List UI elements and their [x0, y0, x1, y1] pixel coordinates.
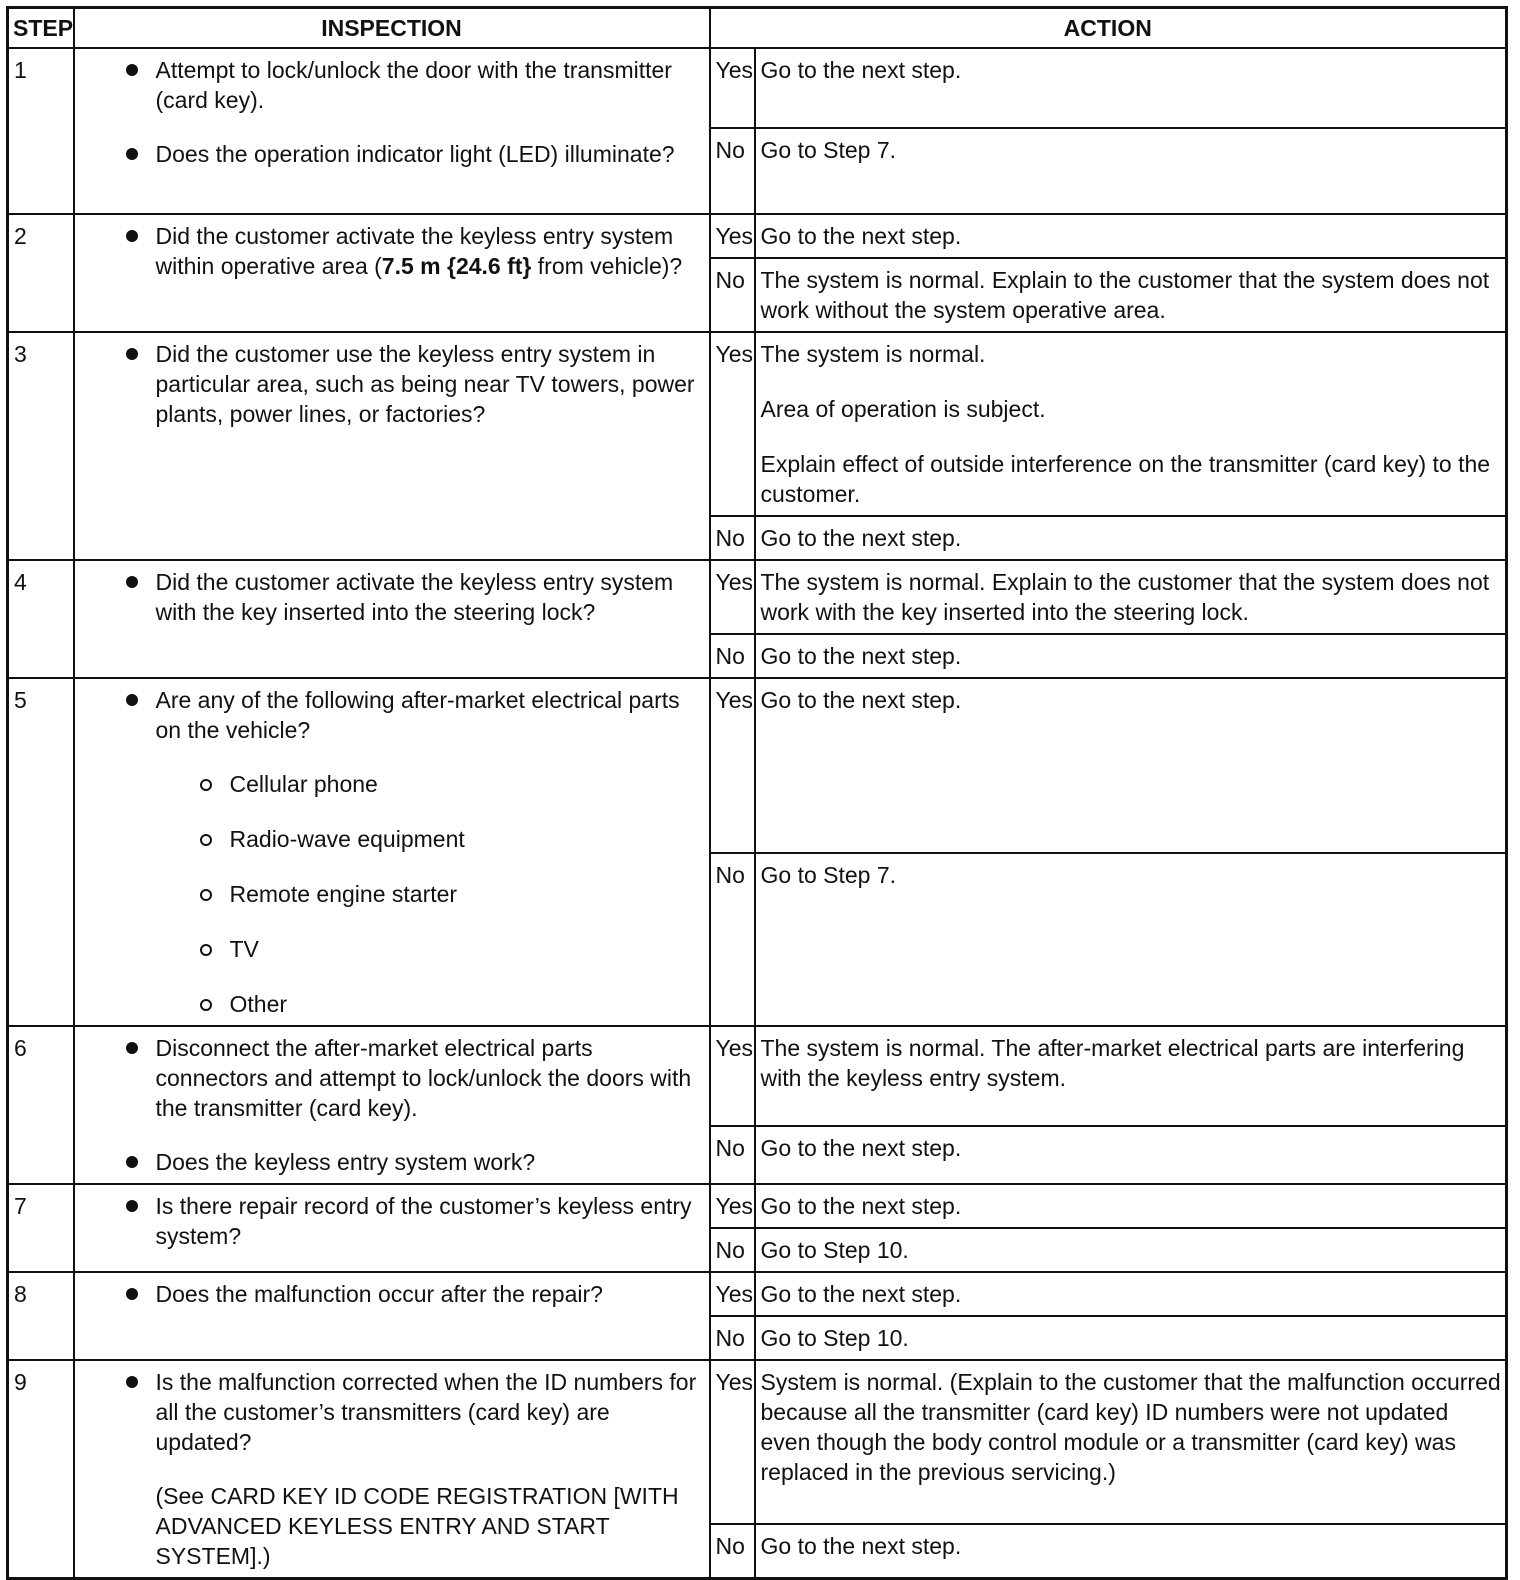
action-text: Area of operation is subject. [760, 396, 1046, 422]
step-row-9 [8, 1360, 1507, 1524]
step-number: 8 [8, 1272, 74, 1360]
step-row-6 [8, 1026, 1507, 1126]
inspection-text: Are any of the following after-market electrical parts on the vehicle? [155, 687, 680, 743]
action-text: Go to the next step. [760, 1193, 962, 1219]
step-number: 2 [8, 214, 74, 332]
inspection-item: Did the customer activate the keyless entry system with the key inserted into the steering lock? [126, 567, 705, 627]
header-inspection: INSPECTION [74, 8, 710, 49]
sub-item: Other [200, 989, 705, 1019]
action-no [755, 853, 1507, 1026]
step-row-7 [8, 1184, 1507, 1228]
action-text: The system is normal. [760, 341, 986, 367]
inspection-item [126, 221, 705, 281]
operative-range: 7.5 m {24.6 ft} [381, 253, 532, 279]
action-text: The system is normal. Explain to the customer that the system does not work with the key inserted into the steering lock. [760, 569, 1490, 625]
action-yes [755, 48, 1507, 128]
action-text: Go to the next step. [760, 57, 962, 83]
yes-label: Yes [710, 560, 755, 634]
inspection-text: from vehicle)? [531, 253, 683, 279]
header-row [8, 8, 1507, 49]
inspection-item [126, 1367, 705, 1571]
action-no [755, 128, 1507, 214]
inspection-item [126, 685, 705, 1019]
action-no [755, 1524, 1507, 1579]
inspection-item: Does the keyless entry system work? [126, 1147, 705, 1177]
inspection-item: Does the operation indicator light (LED) illuminate? [126, 139, 705, 169]
action-text: The system is normal. Explain to the customer that the system does not work without the system operative area. [760, 267, 1490, 323]
inspection-item: Does the malfunction occur after the repair? [126, 1279, 705, 1309]
action-text: Go to the next step. [760, 1533, 962, 1559]
step-row-4 [8, 560, 1507, 634]
inspection-cell [74, 678, 710, 1026]
inspection-cell [74, 214, 710, 332]
inspection-cell [74, 332, 710, 560]
action-text: Go to the next step. [760, 687, 962, 713]
action-text: Go to the next step. [760, 223, 962, 249]
yes-label: Yes [710, 332, 755, 516]
action-yes [755, 1272, 1507, 1316]
no-label: No [710, 128, 755, 214]
action-no [755, 634, 1507, 678]
header-step: STEP [8, 8, 74, 49]
inspection-cell [74, 48, 710, 214]
action-no [755, 258, 1507, 332]
sub-item-list [156, 769, 705, 1019]
action-text: Go to the next step. [760, 643, 962, 669]
action-text: Go to Step 10. [760, 1237, 909, 1263]
step-row-3 [8, 332, 1507, 516]
step-number: 3 [8, 332, 74, 560]
no-label: No [710, 853, 755, 1026]
inspection-cell [74, 1272, 710, 1360]
no-label: No [710, 1126, 755, 1184]
step-number: 6 [8, 1026, 74, 1184]
no-label: No [710, 634, 755, 678]
no-label: No [710, 1316, 755, 1360]
yes-label: Yes [710, 48, 755, 128]
action-yes [755, 560, 1507, 634]
yes-label: Yes [710, 214, 755, 258]
action-no [755, 1228, 1507, 1272]
step-number: 9 [8, 1360, 74, 1579]
step-number: 5 [8, 678, 74, 1026]
yes-label: Yes [710, 1360, 755, 1524]
sub-item: Remote engine starter [200, 879, 705, 909]
step-number: 1 [8, 48, 74, 214]
inspection-cell [74, 560, 710, 678]
action-text: Explain effect of outside interference on the transmitter (card key) to the customer. [760, 451, 1491, 507]
action-no [755, 1316, 1507, 1360]
inspection-cell [74, 1026, 710, 1184]
action-yes [755, 678, 1507, 853]
sub-item: TV [200, 934, 705, 964]
action-no [755, 516, 1507, 560]
step-row-1 [8, 48, 1507, 128]
header-action: ACTION [710, 8, 1507, 49]
yes-label: Yes [710, 1184, 755, 1228]
step-number: 7 [8, 1184, 74, 1272]
action-text: Go to Step 7. [760, 137, 897, 163]
yes-label: Yes [710, 1272, 755, 1316]
no-label: No [710, 258, 755, 332]
no-label: No [710, 1524, 755, 1579]
no-label: No [710, 516, 755, 560]
action-yes [755, 332, 1507, 516]
action-yes [755, 1026, 1507, 1126]
inspection-item: Disconnect the after-market electrical parts connectors and attempt to lock/unlock the doors with the transmitter (card key). [126, 1033, 705, 1123]
action-no [755, 1126, 1507, 1184]
no-label: No [710, 1228, 755, 1272]
action-text: System is normal. (Explain to the customer that the malfunction occurred because all the transmitter (card key) ID numbers were not updated even though the body control module or a transmitter (card key) was replaced in the previous servicing.) [760, 1369, 1501, 1485]
action-text: Go to Step 7. [760, 862, 897, 888]
action-yes [755, 1184, 1507, 1228]
action-text: Go to the next step. [760, 525, 962, 551]
inspection-text: Is the malfunction corrected when the ID numbers for all the customer’s transmitters (card key) are updated? [155, 1369, 697, 1455]
action-text: The system is normal. The after-market electrical parts are interfering with the keyless entry system. [760, 1035, 1465, 1091]
yes-label: Yes [710, 1026, 755, 1126]
step-row-5 [8, 678, 1507, 853]
inspection-text: Did the customer activate the keyless entry system within operative area ( [155, 223, 674, 279]
step-number: 4 [8, 560, 74, 678]
sub-item: Radio-wave equipment [200, 824, 705, 854]
troubleshooting-table [6, 6, 1508, 1580]
inspection-item: Attempt to lock/unlock the door with the transmitter (card key). [126, 55, 705, 115]
action-yes [755, 1360, 1507, 1524]
yes-label: Yes [710, 678, 755, 853]
action-yes [755, 214, 1507, 258]
step-row-8 [8, 1272, 1507, 1316]
action-text: Go to Step 10. [760, 1325, 909, 1351]
step-row-2 [8, 214, 1507, 258]
inspection-cell [74, 1184, 710, 1272]
reference-note: (See CARD KEY ID CODE REGISTRATION [WITH ADVANCED KEYLESS ENTRY AND START SYSTEM].) [155, 1483, 679, 1569]
inspection-cell [74, 1360, 710, 1579]
action-text: Go to the next step. [760, 1281, 962, 1307]
action-text: Go to the next step. [760, 1135, 962, 1161]
sub-item: Cellular phone [200, 769, 705, 799]
inspection-item: Is there repair record of the customer’s keyless entry system? [126, 1191, 705, 1251]
inspection-item: Did the customer use the keyless entry system in particular area, such as being near TV towers, power plants, power lines, or factories? [126, 339, 705, 429]
